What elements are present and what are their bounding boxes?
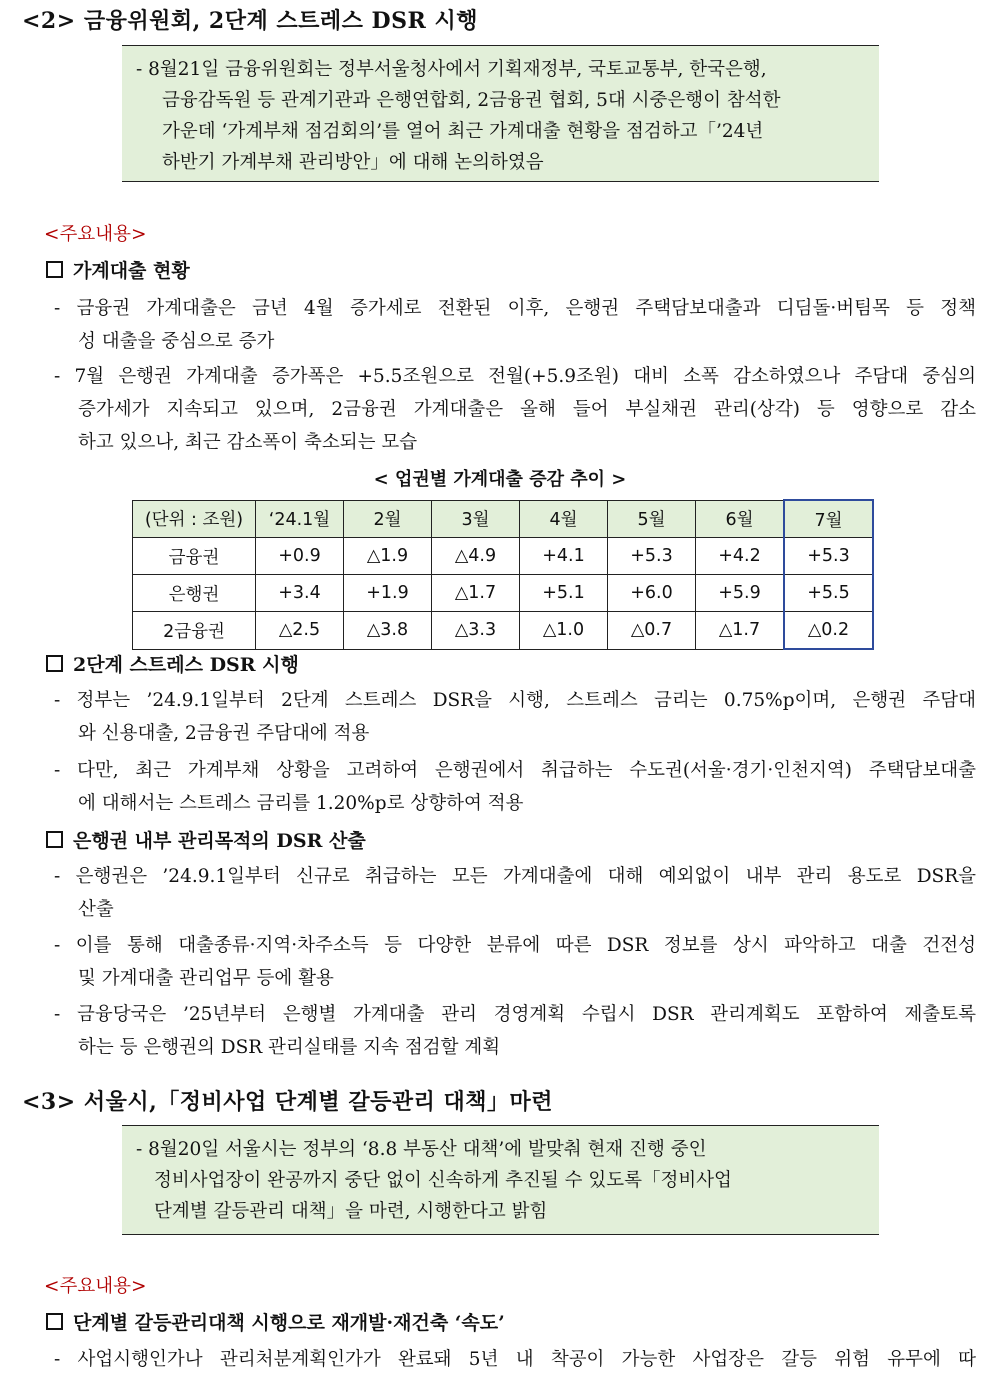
table-header-cell: 4월 [520,500,608,538]
bullet-item [54,860,976,926]
summary-line: 하반기 가계부채 관리방안」에 대해 논의하였음 [162,152,544,173]
table-header-cell: (단위 : 조원) [133,500,256,538]
table-cell: 금융권 [133,538,256,575]
bullet-item [54,684,976,750]
table-header-cell: 2월 [344,500,432,538]
bullet-line: - 7월 은행권 가계대출 증가폭은 +5.5조원으로 전월(+5.9조원) 대비 소폭 감소하였으나 주담대 중심의 [54,366,976,387]
bullet-line: 성 대출을 중심으로 증가 [78,331,275,352]
heading-stress-dsr [46,650,299,677]
bullet-line: - 금융권 가계대출은 금년 4월 증가세로 전환된 이후, 은행권 주택담보대출과 디딤돌·버팀목 등 정책 [54,298,976,319]
summary-line: - 8월21일 금융위원회는 정부서울청사에서 기획재정부, 국토교통부, 한국은행, [136,59,767,80]
bullet-line: 에 대해서는 스트레스 금리를 1.20%p로 상향하여 적용 [78,793,524,814]
summary-line: 가운데 ‘가계부채 점검회의’를 열어 최근 가계대출 현황을 점검하고「’24년 [162,121,764,142]
table-cell: △3.3 [432,612,520,650]
heading-text: 2단계 스트레스 DSR 시행 [73,654,299,676]
table-cell: +1.9 [344,575,432,612]
table-cell: △1.0 [520,612,608,650]
table-header-cell: 6월 [696,500,785,538]
bullet-item [54,929,976,995]
bullet-line: - 이를 통해 대출종류·지역·차주소득 등 다양한 분류에 따른 DSR 정보를 상시 파악하고 대출 건전성 [54,935,976,956]
table-cell: △1.9 [344,538,432,575]
section3-title: <3> 서울시,「정비사업 단계별 갈등관리 대책」마련 [22,1089,554,1115]
table-cell: +0.9 [256,538,344,575]
bullet-line: 하는 등 은행권의 DSR 관리실태를 지속 점검할 계획 [78,1037,501,1058]
checkbox-square-icon [46,261,63,278]
table-cell: +4.1 [520,538,608,575]
table-cell: +5.3 [608,538,696,575]
table-row [133,575,874,612]
heading-bank-dsr [46,826,366,853]
household-loan-table [132,499,874,650]
checkbox-square-icon [46,1313,63,1330]
table-cell: 은행권 [133,575,256,612]
bullet-item [54,292,976,358]
table-cell: +5.3 [784,538,873,575]
bullet-line: - 금융당국은 ’25년부터 은행별 가계대출 관리 경영계획 수립시 DSR 관리계획도 포함하여 제출토록 [54,1004,976,1025]
table-cell: +6.0 [608,575,696,612]
table-header-cell: 3월 [432,500,520,538]
bullet-item [54,1343,976,1376]
bullet-item [54,754,976,820]
bullet-line: 와 신용대출, 2금융권 주담대에 적용 [78,723,370,744]
heading-text: 은행권 내부 관리목적의 DSR 산출 [73,830,366,852]
table-cell: +5.5 [784,575,873,612]
bullet-line: - 은행권은 ’24.9.1일부터 신규로 취급하는 모든 가계대출에 대해 예외없이 내부 관리 용도로 DSR을 [54,866,976,887]
table-cell: +5.9 [696,575,785,612]
heading-text: 단계별 갈등관리대책 시행으로 재개발·재건축 ‘속도’ [73,1312,505,1334]
table-header-cell: ‘24.1월 [256,500,344,538]
bullet-line: 산출 [78,899,114,920]
bullet-line: - 다만, 최근 가계부채 상황을 고려하여 은행권에서 취급하는 수도권(서울·경기·인천지역) 주택담보대출 [54,760,976,781]
table-cell: 2금융권 [133,612,256,650]
table-cell: +5.1 [520,575,608,612]
main-content-label: <주요내용> [44,224,147,245]
checkbox-square-icon [46,831,63,848]
checkbox-square-icon [46,655,63,672]
table-cell: +3.4 [256,575,344,612]
table-cell: △1.7 [696,612,785,650]
bullet-line: 하고 있으나, 최근 감소폭이 축소되는 모습 [78,432,418,453]
table-cell: △1.7 [432,575,520,612]
table-cell: △4.9 [432,538,520,575]
main-content-label: <주요내용> [44,1276,147,1297]
table-cell: △2.5 [256,612,344,650]
table-row [133,538,874,575]
heading-text: 가계대출 현황 [73,260,190,282]
heading-household-loans [46,256,190,283]
summary-line: 정비사업장이 완공까지 중단 없이 신속하게 추진될 수 있도록「정비사업 [154,1170,732,1191]
table-header-cell: 5월 [608,500,696,538]
bullet-item [54,360,976,459]
summary-line: 금융감독원 등 관계기관과 은행연합회, 2금융권 협회, 5대 시중은행이 참석한 [162,90,781,111]
table-row [133,612,874,650]
bullet-line: - 정부는 ’24.9.1일부터 2단계 스트레스 DSR을 시행, 스트레스 금리는 0.75%p이며, 은행권 주담대 [54,690,976,711]
bullet-line: 증가세가 지속되고 있으며, 2금융권 가계대출은 올해 들어 부실채권 관리(상각) 등 영향으로 감소 [78,399,976,420]
bullet-item [54,998,976,1064]
table-header-cell: 7월 [784,500,873,538]
table-header-row [133,500,874,538]
bullet-line: - 사업시행인가나 관리처분계획인가가 완료돼 5년 내 착공이 가능한 사업장은 갈등 위험 유무에 따 [54,1349,976,1370]
table-caption: < 업권별 가계대출 증감 추이 > [373,469,627,490]
table-cell: △0.7 [608,612,696,650]
table-cell: △3.8 [344,612,432,650]
heading-conflict-management [46,1308,505,1335]
summary-line: - 8월20일 서울시는 정부의 ‘8.8 부동산 대책’에 발맞춰 현재 진행 중인 [136,1139,707,1160]
section2-summary-box [122,45,879,182]
summary-line: 단계별 갈등관리 대책」을 마련, 시행한다고 밝힘 [154,1201,548,1222]
section3-summary-box [122,1125,879,1235]
section2-title: <2> 금융위원회, 2단계 스트레스 DSR 시행 [22,8,478,34]
table-cell: △0.2 [784,612,873,650]
bullet-line: 및 가계대출 관리업무 등에 활용 [78,968,334,989]
table-cell: +4.2 [696,538,785,575]
